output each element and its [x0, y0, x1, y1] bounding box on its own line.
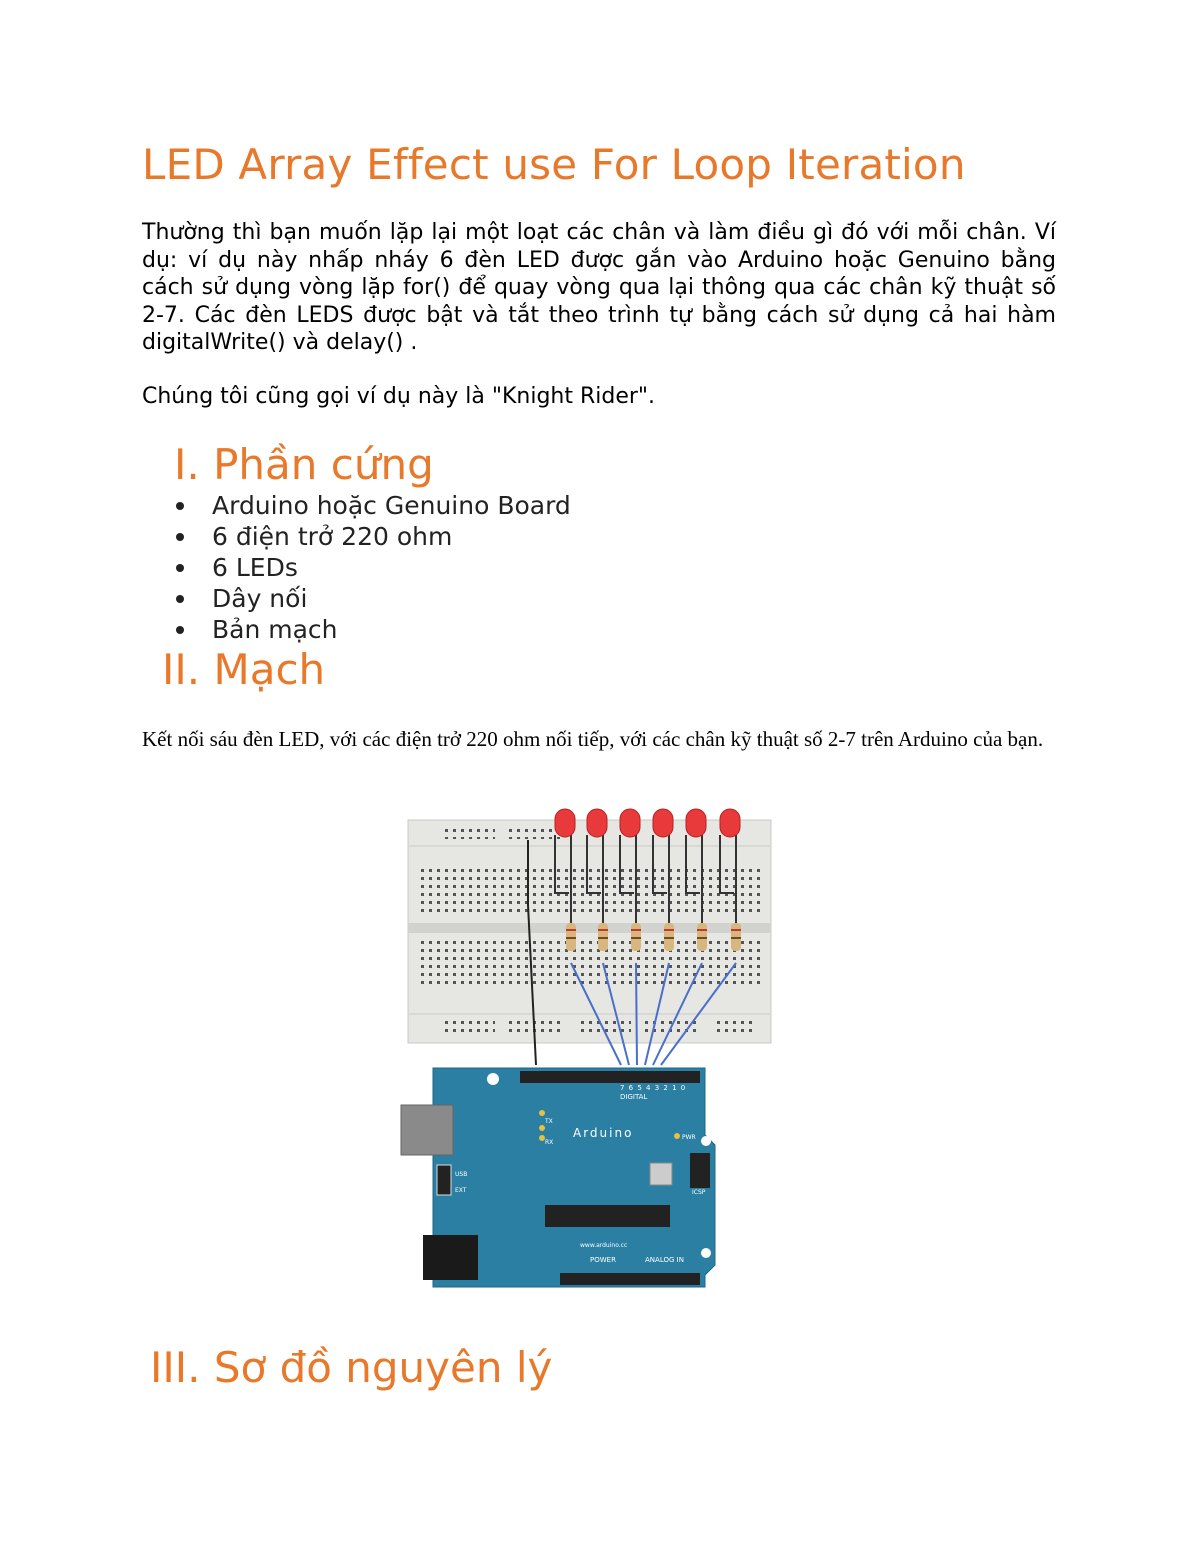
intro-paragraph: Thường thì bạn muốn lặp lại một loạt các chân và làm điều gì đó với mỗi chân. Ví dụ: ví dụ này nhấp nháy 6 đèn LED được gắn vào Arduino hoặc Genuino bằng cách sử dụng vòng lặp for() để quay vòng qua lại thông qua các chân kỹ thuật số 2-7. Các đèn LEDS được bật và tắt theo trình tự bằng cách sử dụng cả hai hàm digitalWrite() và delay() . [142, 220, 1056, 355]
bullet-icon [176, 502, 184, 510]
knight-rider-note: Chúng tôi cũng gọi ví dụ này là "Knight Rider". [142, 384, 656, 409]
ext-label: EXT [455, 1187, 467, 1194]
power-label: POWER [590, 1256, 616, 1264]
arduino-label: Arduino [573, 1126, 634, 1140]
rx-label: RX [545, 1139, 554, 1146]
analog-label: ANALOG IN [645, 1256, 684, 1264]
section-heading-circuit: II. Mạch [162, 645, 326, 694]
section-heading-hardware: I. Phần cứng [174, 440, 434, 489]
digital-header [520, 1071, 700, 1083]
web-label: www.arduino.cc [580, 1242, 628, 1249]
tx-label: TX [545, 1118, 553, 1125]
list-item: 6 điện trở 220 ohm [172, 521, 571, 552]
power-select-jumper [437, 1165, 451, 1195]
circuit-paragraph: Kết nối sáu đèn LED, với các điện trở 220 ohm nối tiếp, với các chân kỹ thuật số 2-7 trên Arduino của bạn. [142, 727, 1044, 751]
mount-hole [701, 1248, 711, 1258]
bullet-icon [176, 533, 184, 541]
list-item: 6 LEDs [172, 552, 571, 583]
icsp-label: ICSP [692, 1189, 706, 1196]
bullet-icon [176, 564, 184, 572]
mount-hole [487, 1073, 499, 1085]
led [720, 809, 740, 837]
microcontroller-chip [545, 1205, 670, 1227]
led [686, 809, 706, 837]
list-item: Dây nối [172, 583, 571, 614]
digital-label: DIGITAL [620, 1093, 648, 1101]
hardware-list [172, 490, 571, 645]
page-title: LED Array Effect use For Loop Iteration [142, 140, 966, 189]
list-item: Arduino hoặc Genuino Board [172, 490, 571, 521]
led [653, 809, 673, 837]
bullet-icon [176, 595, 184, 603]
pin-numbers: 7 6 5 4 3 2 1 0 [620, 1084, 687, 1092]
led [555, 809, 575, 837]
section-heading-schematic: III. Sơ đồ nguyên lý [150, 1343, 553, 1392]
circuit-illustration [395, 795, 785, 1290]
mount-hole [701, 1136, 711, 1146]
power-analog-header [560, 1273, 700, 1285]
power-jack [423, 1235, 478, 1280]
usb-port [401, 1105, 453, 1155]
led [620, 809, 640, 837]
bullet-icon [176, 626, 184, 634]
reset-button [650, 1163, 672, 1185]
pwr-label: PWR [682, 1134, 696, 1141]
list-item: Bản mạch [172, 614, 571, 645]
led [587, 809, 607, 837]
icsp-header [690, 1153, 710, 1188]
usb-label: USB [455, 1171, 468, 1178]
